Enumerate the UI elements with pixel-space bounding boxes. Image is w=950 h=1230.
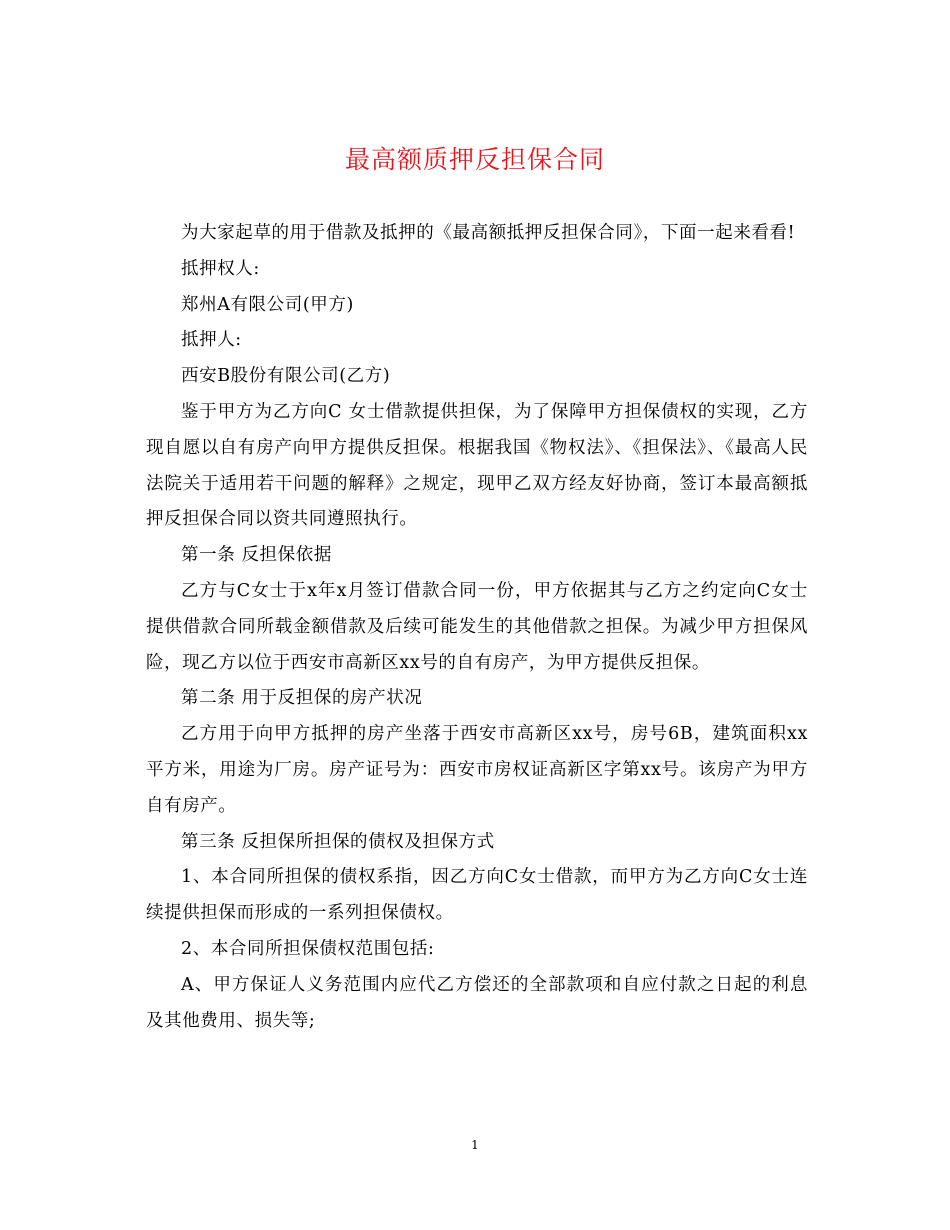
mortgagee-label: 抵押权人: bbox=[181, 258, 260, 279]
article-3-heading: 第三条 反担保所担保的债权及担保方式 bbox=[181, 831, 495, 852]
page-number: 1 bbox=[471, 1138, 479, 1152]
article-2-heading: 第二条 用于反担保的房产状况 bbox=[181, 688, 423, 709]
intro-paragraph: 为大家起草的用于借款及抵押的《最高额抵押反担保合同》，下面一起来看看! bbox=[181, 223, 796, 243]
article-1-text: 乙方与C女士于x年x月签订借款合同一份，甲方依据其与乙方之约定向C女士提供借款合同所载金额借款及后续可能发生的其他借款之担保。为减少甲方担保风险，现乙方以位于西安市高新区xx号的自有房产，为甲方提供反担保。 bbox=[146, 580, 808, 673]
mortgagee-name: 郑州A有限公司(甲方) bbox=[181, 294, 354, 315]
article-1-heading: 第一条 反担保依据 bbox=[181, 545, 332, 566]
document-title: 最高额质押反担保合同 bbox=[344, 145, 605, 174]
mortgagor-name: 西安B股份有限公司(乙方) bbox=[181, 366, 391, 387]
article-3-clause-2a: A、甲方保证人义务范围内应代乙方偿还的全部款项和自应付款之日起的利息及其他费用、损失等; bbox=[146, 974, 808, 1031]
document-body bbox=[146, 216, 808, 1039]
article-3-clause-2: 2、本合同所担保债权范围包括: bbox=[181, 938, 435, 959]
article-3-clause-1: 1、本合同所担保的债权系指，因乙方向C女士借款，而甲方为乙方向C女士连续提供担保而形成的一系列担保债权。 bbox=[146, 867, 808, 924]
article-2-text: 乙方用于向甲方抵押的房产坐落于西安市高新区xx号，房号6B，建筑面积xx平方米，用途为厂房。房产证号为：西安市房权证高新区字第xx号。该房产为甲方自有房产。 bbox=[146, 724, 808, 816]
mortgagor-label: 抵押人: bbox=[181, 330, 242, 351]
recital-paragraph: 鉴于甲方为乙方向C 女士借款提供担保，为了保障甲方担保债权的实现，乙方现自愿以自有房产向甲方提供反担保。根据我国《物权法》、《担保法》、《最高人民法院关于适用若干问题的解释》之规定，现甲乙双方经友好协商，签订本最高额抵押反担保合同以资共同遵照执行。 bbox=[146, 401, 808, 530]
